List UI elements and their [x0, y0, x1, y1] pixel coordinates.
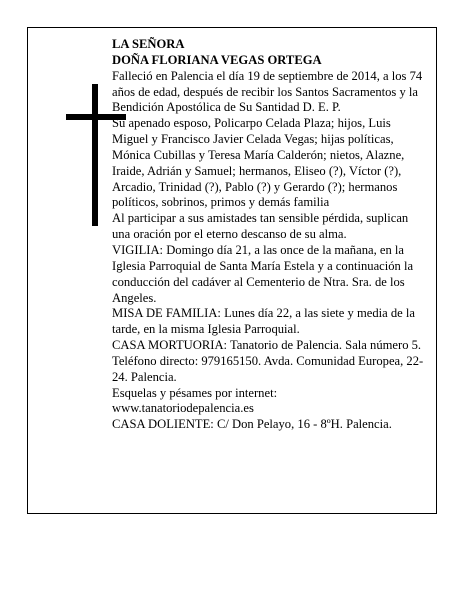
- family-list: Su apenado esposo, Policarpo Celada Plaza; hijos, Luis Miguel y Francisco Javier Celada Vegas; hijas políticas, Mónica Cubillas y Teresa María Calderón; nietos, Alazne, Iraide, Adrián y Samuel; hermanos, Eliseo (?), Víctor (?), Arcadio, Trinidad (?), Pablo (?) y Gerardo (?); hermanos políticos, sobrinos, primos y demás familia: [112, 116, 405, 210]
- notice-text: [112, 37, 428, 433]
- family-home-address: CASA DOLIENTE: C/ Don Pelayo, 16 - 8ºH. Palencia.: [112, 417, 392, 432]
- funeral-home-website: www.tanatoriodepalencia.es: [112, 401, 254, 416]
- cross-vertical-bar: [92, 84, 98, 226]
- deceased-name: DOÑA FLORIANA VEGAS ORTEGA: [112, 52, 322, 67]
- funeral-home-info: CASA MORTUORIA: Tanatorio de Palencia. Sala número 5. Teléfono directo: 979165150. Avda. Comunidad Europea, 22-24. Palencia.: [112, 338, 424, 384]
- family-mass-info: MISA DE FAMILIA: Lunes día 22, a las siete y media de la tarde, en la misma Iglesia Parroquial.: [112, 306, 416, 337]
- prayer-request: Al participar a sus amistades tan sensible pérdida, suplican una oración por el eterno descanso de su alma.: [112, 211, 409, 242]
- condolences-label: Esquelas y pésames por internet:: [112, 385, 278, 400]
- vigil-info: VIGILIA: Domingo día 21, a las once de la mañana, en la Iglesia Parroquial de Santa María Estela y a continuación la conducción del cadáver al Cementerio de Ntra. Sra. de los Angeles.: [112, 242, 414, 305]
- death-announcement: Falleció en Palencia el día 19 de septiembre de 2014, a los 74 años de edad, después de recibir los Santos Sacramentos y la Bendición Apostólica de Su Santidad D. E. P.: [112, 68, 423, 115]
- notice-title: LA SEÑORA: [112, 37, 185, 51]
